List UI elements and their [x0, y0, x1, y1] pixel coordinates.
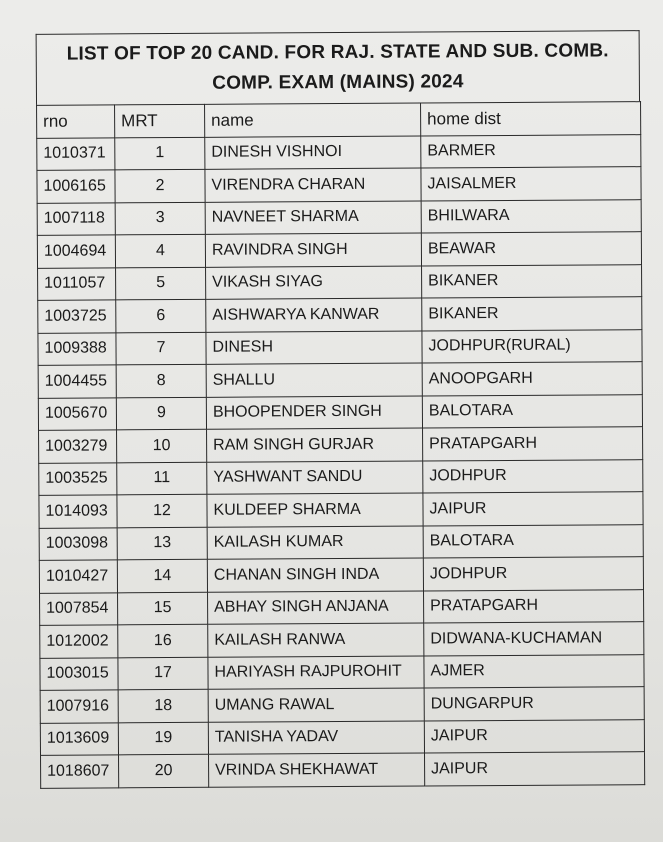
- cell-name: TANISHA YADAV: [208, 720, 424, 754]
- cell-home-dist: JAISALMER: [421, 167, 641, 201]
- cell-rno: 1011057: [38, 267, 116, 300]
- header-home-dist: home dist: [421, 102, 641, 136]
- cell-mrt: 1: [115, 137, 205, 170]
- cell-name: DINESH: [206, 330, 422, 364]
- cell-name: ABHAY SINGH ANJANA: [208, 590, 424, 624]
- cell-name: CHANAN SINGH INDA: [207, 558, 423, 592]
- cell-home-dist: PRATAPGARH: [423, 427, 643, 461]
- cell-mrt: 17: [118, 657, 208, 690]
- cell-home-dist: BARMER: [421, 134, 641, 168]
- cell-name: HARIYASH RAJPUROHIT: [208, 655, 424, 689]
- cell-home-dist: BEAWAR: [421, 232, 641, 266]
- cell-mrt: 13: [117, 527, 207, 560]
- cell-rno: 1004694: [37, 235, 115, 268]
- cell-name: DINESH VISHNOI: [205, 136, 421, 170]
- cell-home-dist: JODHPUR: [423, 459, 643, 493]
- cell-rno: 1003015: [40, 657, 118, 690]
- title-line-2: COMP. EXAM (MAINS) 2024: [212, 71, 464, 94]
- cell-name: SHALLU: [206, 363, 422, 397]
- cell-home-dist: BALOTARA: [422, 394, 642, 428]
- cell-mrt: 16: [118, 624, 208, 657]
- cell-name: KAILASH KUMAR: [207, 525, 423, 559]
- cell-mrt: 10: [117, 429, 207, 462]
- cell-mrt: 9: [116, 397, 206, 430]
- cell-mrt: 3: [115, 202, 205, 235]
- table-row: [40, 622, 644, 658]
- cell-rno: 1003098: [39, 527, 117, 560]
- table-row: [40, 719, 644, 755]
- table-row: [38, 394, 642, 430]
- cell-name: VIKASH SIYAG: [206, 265, 422, 299]
- cell-mrt: 12: [117, 494, 207, 527]
- cell-home-dist: BALOTARA: [423, 524, 643, 558]
- cell-mrt: 2: [115, 169, 205, 202]
- table-row: [37, 199, 641, 235]
- table-row: [39, 459, 643, 495]
- cell-home-dist: JODHPUR: [423, 557, 643, 591]
- header-row: [37, 102, 641, 138]
- cell-rno: 1018607: [41, 755, 119, 788]
- cell-mrt: 6: [116, 299, 206, 332]
- cell-home-dist: ANOOPGARH: [422, 362, 642, 396]
- cell-rno: 1010371: [37, 137, 115, 170]
- cell-mrt: 20: [119, 754, 209, 787]
- cell-rno: 1007916: [40, 690, 118, 723]
- table-row: [40, 654, 644, 690]
- table-row: [38, 329, 642, 365]
- table-row: [41, 752, 645, 788]
- cell-home-dist: DIDWANA-KUCHAMAN: [424, 622, 644, 656]
- cell-rno: 1005670: [38, 397, 116, 430]
- cell-home-dist: BIKANER: [422, 297, 642, 331]
- cell-name: AISHWARYA KANWAR: [206, 298, 422, 332]
- cell-rno: 1004455: [38, 365, 116, 398]
- cell-mrt: 4: [115, 234, 205, 267]
- cell-mrt: 19: [118, 722, 208, 755]
- cell-name: NAVNEET SHARMA: [205, 201, 421, 235]
- cell-rno: 1003525: [39, 462, 117, 495]
- cell-rno: 1003725: [38, 300, 116, 333]
- header-mrt: MRT: [115, 104, 205, 137]
- cell-home-dist: PRATAPGARH: [424, 589, 644, 623]
- cell-home-dist: AJMER: [424, 654, 644, 688]
- cell-mrt: 7: [116, 332, 206, 365]
- table-row: [37, 134, 641, 170]
- title-line-1: LIST OF TOP 20 CAND. FOR RAJ. STATE AND SUB. COMB.: [66, 40, 609, 65]
- table-row: [39, 557, 643, 593]
- cell-name: VIRENDRA CHARAN: [205, 168, 421, 202]
- cell-rno: 1007118: [37, 202, 115, 235]
- cell-mrt: 11: [117, 462, 207, 495]
- cell-rno: 1003279: [39, 430, 117, 463]
- header-rno: rno: [37, 105, 115, 138]
- cell-mrt: 5: [116, 267, 206, 300]
- cell-name: YASHWANT SANDU: [207, 460, 423, 494]
- document-title: [36, 30, 640, 105]
- cell-mrt: 15: [118, 592, 208, 625]
- table-row: [37, 232, 641, 268]
- table-row: [39, 524, 643, 560]
- results-table: [36, 101, 645, 788]
- cell-rno: 1012002: [40, 625, 118, 658]
- cell-name: RAVINDRA SINGH: [205, 233, 421, 267]
- cell-home-dist: JAIPUR: [424, 752, 644, 786]
- cell-home-dist: JODHPUR(RURAL): [422, 329, 642, 363]
- cell-name: VRINDA SHEKHAWAT: [209, 753, 425, 787]
- table-row: [38, 297, 642, 333]
- cell-name: KULDEEP SHARMA: [207, 493, 423, 527]
- results-sheet: [36, 30, 645, 822]
- cell-name: KAILASH RANWA: [208, 623, 424, 657]
- table-row: [38, 264, 642, 300]
- cell-home-dist: BIKANER: [422, 264, 642, 298]
- cell-rno: 1007854: [40, 592, 118, 625]
- cell-mrt: 8: [116, 364, 206, 397]
- cell-name: BHOOPENDER SINGH: [206, 395, 422, 429]
- cell-home-dist: BHILWARA: [421, 199, 641, 233]
- cell-rno: 1009388: [38, 332, 116, 365]
- cell-name: UMANG RAWAL: [208, 688, 424, 722]
- table-row: [37, 167, 641, 203]
- cell-name: RAM SINGH GURJAR: [207, 428, 423, 462]
- table-row: [40, 589, 644, 625]
- cell-rno: 1010427: [39, 560, 117, 593]
- cell-rno: 1006165: [37, 170, 115, 203]
- cell-rno: 1013609: [40, 722, 118, 755]
- cell-rno: 1014093: [39, 495, 117, 528]
- header-name: name: [205, 103, 421, 137]
- table-row: [38, 362, 642, 398]
- table-row: [39, 492, 643, 528]
- cell-mrt: 14: [117, 559, 207, 592]
- cell-home-dist: JAIPUR: [423, 492, 643, 526]
- cell-mrt: 18: [118, 689, 208, 722]
- table-row: [39, 427, 643, 463]
- cell-home-dist: DUNGARPUR: [424, 687, 644, 721]
- cell-home-dist: JAIPUR: [424, 719, 644, 753]
- table-row: [40, 687, 644, 723]
